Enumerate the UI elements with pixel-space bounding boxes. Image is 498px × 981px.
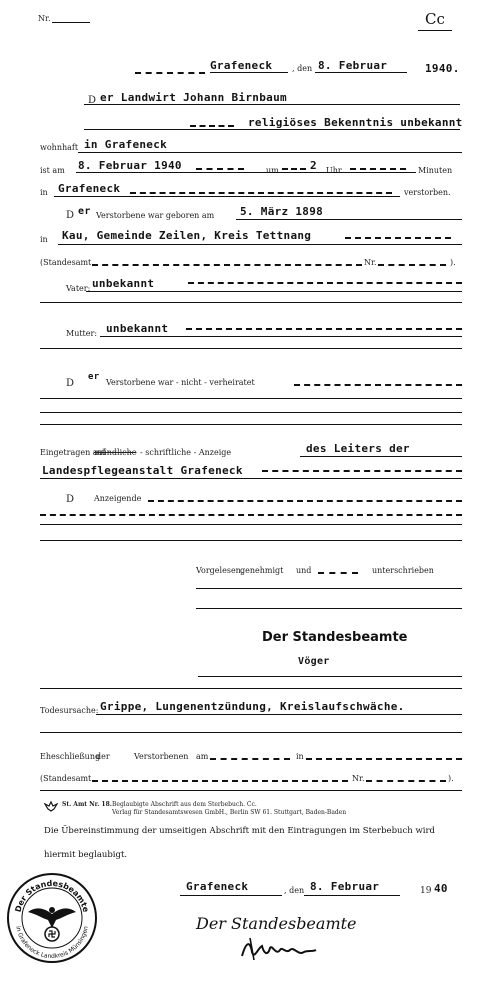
nr-label: Nr. bbox=[38, 14, 51, 23]
mutter-line-2 bbox=[40, 348, 462, 349]
dash-fill bbox=[350, 168, 406, 170]
informant-prefix: D bbox=[66, 494, 75, 505]
footer-title: Der Standesbeamte bbox=[196, 914, 357, 933]
dash-fill bbox=[148, 500, 462, 502]
dash-fill bbox=[262, 470, 462, 472]
um-label: um bbox=[266, 166, 279, 175]
birth-date: 5. März 1898 bbox=[240, 205, 324, 218]
mutter-label: Mutter: bbox=[66, 329, 98, 338]
vater-underline bbox=[86, 291, 462, 292]
birth-in-label: in bbox=[40, 235, 48, 244]
dash-fill bbox=[378, 264, 446, 266]
dash-fill bbox=[282, 168, 306, 170]
verstorben-label: verstorben. bbox=[404, 188, 451, 197]
birth-close: ). bbox=[450, 258, 456, 267]
footer-den-label: , den bbox=[284, 886, 305, 895]
footer-year-suffix: 40 bbox=[434, 882, 448, 895]
birth-nr-label: Nr. bbox=[364, 258, 377, 267]
registration-underline-2 bbox=[40, 478, 462, 479]
registration-value-2: Landespflegeanstalt Grafeneck bbox=[42, 464, 243, 477]
dash-fill bbox=[306, 758, 462, 760]
registration-value-1: des Leiters der bbox=[306, 442, 410, 455]
eagle-icon bbox=[28, 907, 76, 928]
printer-eagle-icon bbox=[44, 800, 58, 812]
dash-fill bbox=[345, 237, 451, 239]
death-hour: 2 bbox=[310, 159, 317, 172]
place: Grafeneck bbox=[210, 59, 273, 72]
cause-line-2 bbox=[40, 732, 462, 733]
residence-label: wohnhaft bbox=[40, 143, 79, 152]
registration-label-pre: Eingetragen auf bbox=[40, 448, 106, 457]
uhr-label: Uhr bbox=[326, 166, 342, 175]
registrar-name: Vöger bbox=[298, 656, 330, 667]
year: 1940. bbox=[425, 62, 460, 75]
stamp-top-text: Der Standesbeamte bbox=[13, 878, 91, 914]
genehmigt-label: genehmigt bbox=[240, 566, 284, 575]
nr-line bbox=[52, 22, 90, 23]
registrar-title: Der Standesbeamte bbox=[262, 630, 408, 645]
swastika-wreath-icon bbox=[45, 927, 59, 941]
name-underline bbox=[84, 104, 460, 105]
printer-text-2: Beglaubigte Abschrift aus dem Sterbebuch. Cc. bbox=[112, 801, 257, 808]
mutter-underline bbox=[100, 336, 462, 337]
dash-fill bbox=[196, 168, 244, 170]
marriage-l2: der bbox=[96, 752, 110, 761]
printer-text-3: Verlag für Standesamtswesen GmbH., Berlin SW 61. Stuttgart, Baden-Baden bbox=[112, 809, 347, 816]
registrar-line bbox=[198, 676, 462, 677]
signature-line-2 bbox=[196, 608, 462, 609]
registration-underline-1 bbox=[300, 456, 462, 457]
marital-er: er bbox=[88, 372, 100, 382]
dash-fill bbox=[294, 384, 462, 386]
unterschrieben-label: unterschrieben bbox=[372, 566, 434, 575]
standesamt-row-line bbox=[40, 790, 462, 791]
register-letter: Cc bbox=[425, 10, 445, 28]
dash-fill bbox=[92, 780, 348, 782]
printer-text-1: St. Amt Nr. 18. bbox=[62, 801, 112, 808]
registration-label-strike: mündliche bbox=[94, 448, 137, 457]
registrar-signature bbox=[238, 934, 318, 964]
dash-fill bbox=[188, 282, 462, 284]
certification-line-2: hiermit beglaubigt. bbox=[44, 850, 128, 860]
marital-line-1 bbox=[40, 398, 462, 399]
marital-line-2 bbox=[40, 412, 462, 413]
dash-fill bbox=[92, 264, 362, 266]
minuten-label: Minuten bbox=[418, 166, 453, 175]
cause-label: Todesursache: bbox=[40, 706, 99, 715]
standesamt-row-label: (Standesamt bbox=[40, 774, 92, 783]
footer-year-prefix: 19 bbox=[420, 886, 432, 896]
birth-prefix: D bbox=[66, 210, 75, 221]
standesamt-row-close: ). bbox=[448, 774, 454, 783]
registration-label-post: - schriftliche - Anzeige bbox=[140, 448, 232, 457]
standesamt-row-nr: Nr. bbox=[352, 774, 365, 783]
und-label: und bbox=[296, 566, 312, 575]
birth-place: Kau, Gemeinde Zeilen, Kreis Tettnang bbox=[62, 229, 312, 242]
residence-underline bbox=[78, 152, 462, 153]
dash-fill bbox=[210, 758, 290, 760]
residence-value: in Grafeneck bbox=[84, 138, 168, 151]
date: 8. Februar bbox=[318, 59, 388, 72]
birth-er: er bbox=[78, 206, 91, 217]
certification-line-1: Die Übereinstimmung der umseitigen Abschrift mit den Eintragungen im Sterbebuch wird bbox=[44, 826, 435, 836]
den-label: , den bbox=[292, 64, 313, 73]
marriage-l1: Eheschließung bbox=[40, 752, 101, 761]
footer-date-underline bbox=[304, 895, 400, 896]
marital-line-3 bbox=[40, 424, 462, 425]
marital-prefix: D bbox=[66, 378, 75, 389]
marriage-l3: Verstorbenen bbox=[134, 752, 189, 761]
cause-value: Grippe, Lungenentzündung, Kreislaufschwäche. bbox=[100, 700, 405, 713]
marriage-l4: am bbox=[196, 752, 209, 761]
cause-underline bbox=[96, 714, 462, 715]
religion: religiöses Bekenntnis unbekannt bbox=[248, 116, 463, 129]
footer-date: 8. Februar bbox=[310, 880, 380, 893]
vorgelesen-label: Vorgelesen, bbox=[196, 566, 244, 575]
death-underline bbox=[76, 172, 416, 173]
dash-fill bbox=[190, 125, 234, 127]
marriage-l5: in bbox=[296, 752, 304, 761]
date-underline bbox=[315, 72, 407, 73]
register-underline bbox=[418, 30, 452, 31]
birth-label: Verstorbene war geboren am bbox=[96, 211, 215, 220]
informant-line-2 bbox=[40, 524, 462, 525]
standesamt-label: (Standesamt bbox=[40, 258, 92, 267]
ist-am-label: ist am bbox=[40, 166, 65, 175]
informant-line-3 bbox=[40, 540, 462, 541]
dash-fill bbox=[135, 72, 205, 74]
death-date: 8. Februar 1940 bbox=[78, 159, 182, 172]
deceased-name: er Landwirt Johann Birnbaum bbox=[100, 91, 287, 104]
vater-label: Vater: bbox=[66, 284, 91, 293]
footer-place: Grafeneck bbox=[186, 880, 249, 893]
dash-fill bbox=[318, 572, 358, 574]
dash-fill bbox=[40, 514, 462, 516]
mutter-value: unbekannt bbox=[106, 322, 169, 335]
vater-line-2 bbox=[40, 302, 462, 303]
stamp-bottom-text: in Grafeneck Landkreis Münsingen bbox=[14, 925, 90, 961]
in-label: in bbox=[40, 188, 48, 197]
religion-underline bbox=[84, 129, 460, 130]
place-underline bbox=[210, 72, 288, 73]
dash-fill bbox=[366, 780, 446, 782]
cause-top-line bbox=[40, 688, 462, 689]
footer-place-underline bbox=[180, 895, 282, 896]
death-place: Grafeneck bbox=[58, 182, 121, 195]
signature-line-1 bbox=[196, 588, 462, 589]
dash-fill bbox=[186, 328, 462, 330]
name-prefix: D bbox=[88, 95, 97, 106]
dash-fill bbox=[130, 192, 392, 194]
informant-label: Anzeigende bbox=[94, 494, 142, 503]
death-place-underline bbox=[54, 196, 400, 197]
birth-place-underline bbox=[58, 244, 462, 245]
official-stamp bbox=[6, 872, 98, 964]
vater-value: unbekannt bbox=[92, 277, 155, 290]
birth-date-underline bbox=[236, 219, 462, 220]
marital-label: Verstorbene war - nicht - verheiratet bbox=[106, 378, 255, 387]
